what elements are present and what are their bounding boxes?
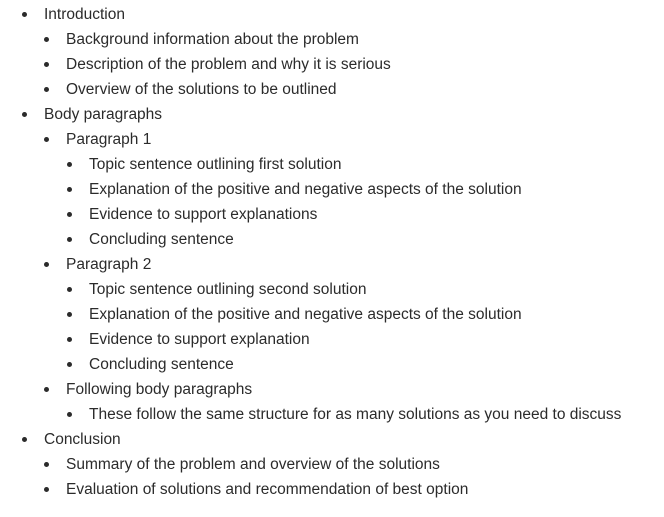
bullet-icon xyxy=(67,162,72,167)
list-item-text: Summary of the problem and overview of the solutions xyxy=(66,456,440,473)
bullet-icon xyxy=(44,62,49,67)
bullet-icon xyxy=(44,462,49,467)
list-item-text: Explanation of the positive and negative aspects of the solution xyxy=(89,306,522,323)
outline-list xyxy=(0,2,664,502)
list-item-text: Evaluation of solutions and recommendation of best option xyxy=(66,481,469,498)
list-item xyxy=(0,202,664,227)
list-item xyxy=(0,227,664,252)
bullet-icon xyxy=(67,337,72,342)
bullet-icon xyxy=(44,137,49,142)
list-item-text: Description of the problem and why it is serious xyxy=(66,56,391,73)
subsection-label: Following body paragraphs xyxy=(66,381,253,398)
bullet-icon xyxy=(44,262,49,267)
list-item xyxy=(0,477,664,502)
bullet-icon xyxy=(44,37,49,42)
list-item-text: These follow the same structure for as many solutions as you need to discuss xyxy=(89,406,622,423)
list-item xyxy=(0,27,664,52)
list-item xyxy=(0,452,664,477)
list-item-conclusion xyxy=(0,427,664,502)
bullet-icon xyxy=(67,237,72,242)
bullet-icon xyxy=(22,112,27,117)
list-item-text: Topic sentence outlining first solution xyxy=(89,156,342,173)
list-item-body-paragraphs xyxy=(0,102,664,427)
list-item xyxy=(0,152,664,177)
list-item xyxy=(0,352,664,377)
list-item-text: Overview of the solutions to be outlined xyxy=(66,81,337,98)
list-item xyxy=(0,77,664,102)
section-label: Conclusion xyxy=(44,431,121,448)
bullet-icon xyxy=(22,437,27,442)
subsection-label: Paragraph 1 xyxy=(66,131,152,148)
bullet-icon xyxy=(67,412,72,417)
list-item-text: Concluding sentence xyxy=(89,231,234,248)
list-item xyxy=(0,302,664,327)
list-item-text: Explanation of the positive and negative aspects of the solution xyxy=(89,181,522,198)
bullet-icon xyxy=(44,487,49,492)
list-item-text: Evidence to support explanation xyxy=(89,331,310,348)
section-label: Body paragraphs xyxy=(44,106,163,123)
list-item-text: Background information about the problem xyxy=(66,31,359,48)
list-item-introduction xyxy=(0,2,664,102)
section-label: Introduction xyxy=(44,6,125,23)
bullet-icon xyxy=(67,287,72,292)
bullet-icon xyxy=(67,212,72,217)
list-item-following-body-paragraphs xyxy=(0,377,664,427)
list-item xyxy=(0,277,664,302)
list-item-text: Concluding sentence xyxy=(89,356,234,373)
list-item xyxy=(0,52,664,77)
list-item-text: Topic sentence outlining second solution xyxy=(89,281,367,298)
list-item-paragraph-1 xyxy=(0,127,664,252)
bullet-icon xyxy=(67,312,72,317)
list-item-text: Evidence to support explanations xyxy=(89,206,318,223)
list-item xyxy=(0,177,664,202)
list-item xyxy=(0,327,664,352)
bullet-icon xyxy=(67,362,72,367)
bullet-icon xyxy=(67,187,72,192)
list-item-paragraph-2 xyxy=(0,252,664,377)
bullet-icon xyxy=(22,12,27,17)
list-item xyxy=(0,402,664,427)
bullet-icon xyxy=(44,387,49,392)
subsection-label: Paragraph 2 xyxy=(66,256,152,273)
bullet-icon xyxy=(44,87,49,92)
